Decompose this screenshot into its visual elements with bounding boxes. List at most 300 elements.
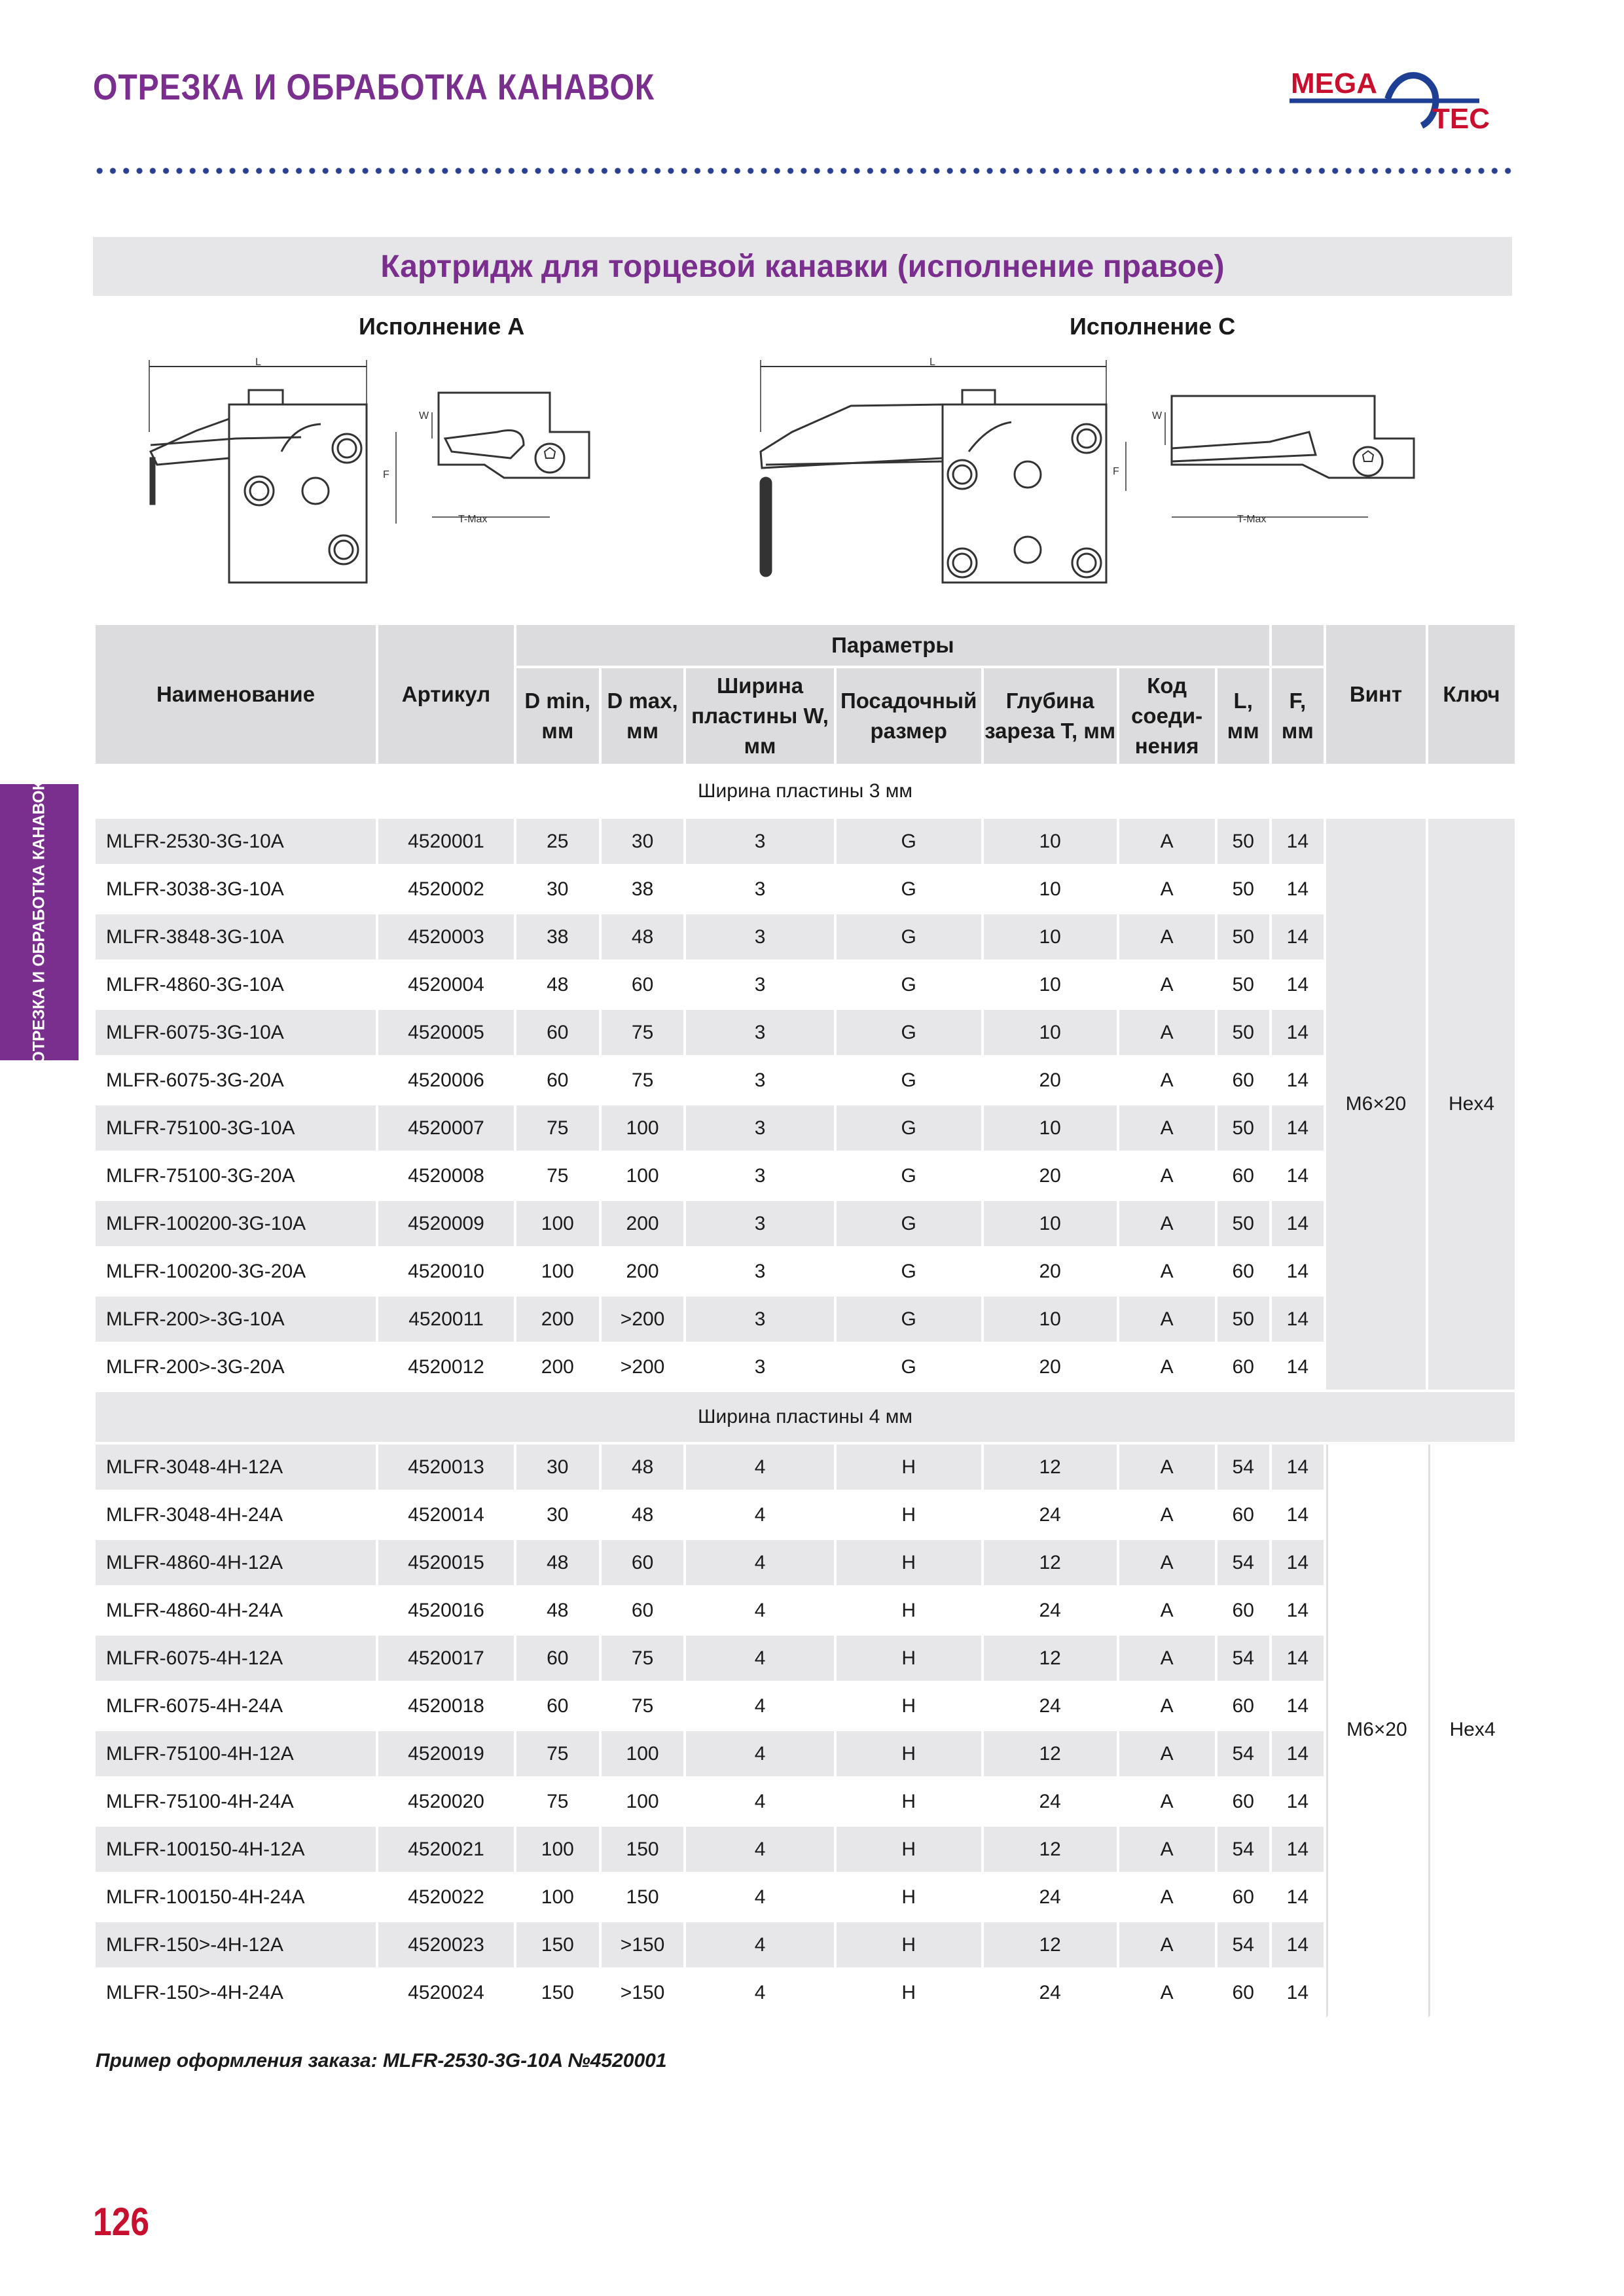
variant-a-label: Исполнение А (359, 313, 525, 340)
table-cell: 14 (1272, 1201, 1324, 1249)
variant-c-label: Исполнение С (1070, 313, 1236, 340)
table-cell: 14 (1272, 1874, 1324, 1922)
table-cell: A (1119, 1874, 1215, 1922)
table-cell: A (1119, 1636, 1215, 1683)
table-cell: 200 (516, 1344, 599, 1392)
table-cell: MLFR-4860-4H-24A (96, 1588, 376, 1636)
table-cell: 100 (602, 1105, 684, 1153)
table-cell: MLFR-3048-4H-24A (96, 1492, 376, 1540)
table-cell: G (837, 1010, 981, 1058)
table-cell: H (837, 1731, 981, 1779)
table-cell: 4520003 (378, 914, 514, 962)
table-cell: 10 (984, 1201, 1117, 1249)
header-article: Артикул (378, 625, 514, 766)
table-row (96, 1683, 1515, 1731)
table-cell: A (1119, 1588, 1215, 1636)
table-cell: 100 (602, 1779, 684, 1827)
svg-text:L: L (929, 357, 935, 368)
table-cell: 24 (984, 1970, 1117, 2018)
table-cell: 4520009 (378, 1201, 514, 1249)
table-cell: 60 (1218, 1683, 1269, 1731)
table-cell: 14 (1272, 1731, 1324, 1779)
table-cell: 50 (1218, 819, 1269, 867)
table-cell: 12 (984, 1540, 1117, 1588)
table-cell: 20 (984, 1058, 1117, 1105)
table-cell: 100 (602, 1731, 684, 1779)
section-banner (93, 237, 1512, 296)
table-cell: 14 (1272, 1297, 1324, 1344)
header-code: Код соеди-нения (1119, 668, 1215, 766)
table-cell: MLFR-75100-3G-10A (96, 1105, 376, 1153)
table-cell: 25 (516, 819, 599, 867)
table-cell: 14 (1272, 1249, 1324, 1297)
table-cell: G (837, 1153, 981, 1201)
table-cell: 60 (1218, 1344, 1269, 1392)
table-row (96, 1779, 1515, 1827)
page-title: ОТРЕЗКА И ОБРАБОТКА КАНАВОК (93, 66, 655, 107)
header-L: L, мм (1218, 668, 1269, 766)
table-cell: 60 (602, 962, 684, 1010)
table-cell: 200 (516, 1297, 599, 1344)
table-cell: A (1119, 1779, 1215, 1827)
table-cell: 54 (1218, 1540, 1269, 1588)
table-cell: 3 (686, 867, 833, 914)
table-cell: G (837, 1058, 981, 1105)
table-cell: 4520013 (378, 1444, 514, 1492)
table-cell: 3 (686, 1297, 833, 1344)
table-cell: A (1119, 1492, 1215, 1540)
table-cell: 20 (984, 1153, 1117, 1201)
table-cell: A (1119, 1444, 1215, 1492)
table-cell: MLFR-3048-4H-12A (96, 1444, 376, 1492)
table-row (96, 1827, 1515, 1874)
table-cell: A (1119, 1201, 1215, 1249)
megatec-logo (1283, 63, 1519, 135)
svg-text:T-Max: T-Max (458, 514, 488, 525)
table-row (96, 1492, 1515, 1540)
table-cell: 75 (516, 1779, 599, 1827)
key-cell: Hex4 (1428, 1444, 1515, 2018)
table-cell: H (837, 1779, 981, 1827)
side-tab (0, 780, 79, 1064)
table-cell: 200 (602, 1201, 684, 1249)
table-row (96, 1153, 1515, 1201)
table-cell: 50 (1218, 1297, 1269, 1344)
svg-text:W: W (1152, 410, 1163, 422)
table-cell: MLFR-100150-4H-12A (96, 1827, 376, 1874)
table-cell: 100 (516, 1874, 599, 1922)
table-cell: MLFR-100150-4H-24A (96, 1874, 376, 1922)
table-cell: 48 (516, 1540, 599, 1588)
table-cell: 48 (516, 1588, 599, 1636)
svg-text:F: F (383, 469, 389, 480)
table-cell: 60 (602, 1588, 684, 1636)
table-cell: 4520006 (378, 1058, 514, 1105)
table-cell: 50 (1218, 914, 1269, 962)
table-cell: 30 (602, 819, 684, 867)
table-cell: MLFR-3038-3G-10A (96, 867, 376, 914)
table-cell: 3 (686, 1344, 833, 1392)
table-cell: 14 (1272, 1683, 1324, 1731)
table-cell: 4 (686, 1683, 833, 1731)
table-cell: 12 (984, 1827, 1117, 1874)
table-row (96, 819, 1515, 867)
table-cell: 50 (1218, 962, 1269, 1010)
table-cell: 20 (984, 1344, 1117, 1392)
table-cell: 75 (602, 1058, 684, 1105)
table-cell: 3 (686, 1153, 833, 1201)
table-cell: 4 (686, 1874, 833, 1922)
table-cell: 14 (1272, 1827, 1324, 1874)
header-dmin: D min, мм (516, 668, 599, 766)
table-cell: 4 (686, 1731, 833, 1779)
table-row (96, 1105, 1515, 1153)
table-row (96, 1444, 1515, 1492)
table-cell: 100 (516, 1827, 599, 1874)
table-cell: 54 (1218, 1827, 1269, 1874)
table-cell: 4520005 (378, 1010, 514, 1058)
table-cell: MLFR-100200-3G-10A (96, 1201, 376, 1249)
table-cell: 4520001 (378, 819, 514, 867)
table-row (96, 1249, 1515, 1297)
table-cell: 14 (1272, 914, 1324, 962)
table-cell: 4 (686, 1779, 833, 1827)
table-cell: MLFR-6075-3G-20A (96, 1058, 376, 1105)
table-cell: 10 (984, 819, 1117, 867)
table-row (96, 1588, 1515, 1636)
table-cell: 4 (686, 1444, 833, 1492)
table-cell: 14 (1272, 1153, 1324, 1201)
table-cell: 60 (516, 1683, 599, 1731)
table-cell: 48 (602, 914, 684, 962)
table-row (96, 1344, 1515, 1392)
table-cell: 150 (516, 1922, 599, 1970)
table-cell: 60 (1218, 1588, 1269, 1636)
table-cell: 24 (984, 1683, 1117, 1731)
table-cell: 14 (1272, 1058, 1324, 1105)
table-cell: 4520002 (378, 867, 514, 914)
table-cell: 3 (686, 1201, 833, 1249)
table-cell: 75 (516, 1731, 599, 1779)
svg-text:L: L (255, 357, 261, 368)
table-cell: MLFR-75100-3G-20A (96, 1153, 376, 1201)
table-cell: 48 (602, 1492, 684, 1540)
table-cell: 14 (1272, 1105, 1324, 1153)
table-cell: A (1119, 962, 1215, 1010)
table-cell: 50 (1218, 1105, 1269, 1153)
table-cell: 60 (516, 1636, 599, 1683)
table-cell: 12 (984, 1922, 1117, 1970)
header-F: F, мм (1272, 668, 1324, 766)
table-cell: 10 (984, 1105, 1117, 1153)
table-row (96, 867, 1515, 914)
table-cell: 4520007 (378, 1105, 514, 1153)
table-cell: 38 (516, 914, 599, 962)
table-cell: 54 (1218, 1636, 1269, 1683)
table-cell: 14 (1272, 1922, 1324, 1970)
table-cell: 150 (602, 1874, 684, 1922)
table-cell: A (1119, 1105, 1215, 1153)
table-cell: 14 (1272, 1444, 1324, 1492)
table-cell: H (837, 1970, 981, 2018)
table-cell: 60 (1218, 1492, 1269, 1540)
header-params: Параметры (516, 625, 1269, 668)
table-cell: 4520024 (378, 1970, 514, 2018)
table-cell: 4520008 (378, 1153, 514, 1201)
table-cell: A (1119, 1249, 1215, 1297)
table-cell: 3 (686, 1010, 833, 1058)
header-width: Ширина пластины W, мм (686, 668, 833, 766)
logo-bottom-text: TEC (1432, 103, 1490, 135)
group-title: Ширина пластины 3 мм (96, 766, 1515, 819)
table-cell: >150 (602, 1922, 684, 1970)
drawing-variant-c (753, 353, 1525, 589)
table-cell: H (837, 1874, 981, 1922)
table-cell: 12 (984, 1636, 1117, 1683)
spec-table (93, 625, 1517, 2018)
header-params-blank (1272, 625, 1324, 668)
table-cell: A (1119, 1970, 1215, 2018)
dotted-divider (93, 168, 1517, 174)
table-cell: H (837, 1922, 981, 1970)
table-cell: 75 (602, 1683, 684, 1731)
table-cell: 4520018 (378, 1683, 514, 1731)
table-cell: 12 (984, 1731, 1117, 1779)
cartridge-drawing-a (131, 353, 707, 589)
table-cell: 60 (1218, 1153, 1269, 1201)
table-cell: 14 (1272, 1636, 1324, 1683)
table-cell: 4520017 (378, 1636, 514, 1683)
table-cell: 14 (1272, 1344, 1324, 1392)
table-cell: G (837, 867, 981, 914)
svg-text:W: W (419, 410, 429, 422)
table-row (96, 1010, 1515, 1058)
header-name: Наименование (96, 625, 376, 766)
table-row (96, 962, 1515, 1010)
table-cell: 14 (1272, 1588, 1324, 1636)
table-cell: 4520012 (378, 1344, 514, 1392)
table-row (96, 1922, 1515, 1970)
table-cell: MLFR-6075-4H-12A (96, 1636, 376, 1683)
table-row (96, 1058, 1515, 1105)
table-cell: 24 (984, 1874, 1117, 1922)
table-cell: 24 (984, 1492, 1117, 1540)
table-cell: 20 (984, 1249, 1117, 1297)
header-seat: Посадочный размер (837, 668, 981, 766)
side-tab-label: ОТРЕЗКА И ОБРАБОТКА КАНАВОК (29, 780, 48, 1064)
table-cell: 4520019 (378, 1731, 514, 1779)
table-cell: A (1119, 1922, 1215, 1970)
table-cell: A (1119, 1344, 1215, 1392)
table-cell: A (1119, 1153, 1215, 1201)
table-row (96, 1201, 1515, 1249)
table-cell: A (1119, 819, 1215, 867)
table-cell: MLFR-6075-3G-10A (96, 1010, 376, 1058)
key-cell: Hex4 (1428, 819, 1515, 1392)
screw-cell: M6×20 (1326, 819, 1426, 1392)
table-cell: 4 (686, 1970, 833, 2018)
svg-text:T-Max: T-Max (1237, 514, 1267, 525)
table-cell: 200 (602, 1249, 684, 1297)
table-cell: A (1119, 1827, 1215, 1874)
table-row (96, 1636, 1515, 1683)
table-cell: G (837, 1297, 981, 1344)
table-cell: 75 (602, 1010, 684, 1058)
table-cell: 10 (984, 914, 1117, 962)
table-cell: 54 (1218, 1922, 1269, 1970)
table-cell: 3 (686, 914, 833, 962)
table-cell: 4520022 (378, 1874, 514, 1922)
table-row (96, 1970, 1515, 2018)
table-cell: G (837, 914, 981, 962)
screw-cell: M6×20 (1326, 1444, 1426, 2018)
table-cell: 100 (516, 1249, 599, 1297)
header-key: Ключ (1428, 625, 1515, 766)
table-cell: G (837, 819, 981, 867)
table-cell: MLFR-75100-4H-12A (96, 1731, 376, 1779)
table-cell: 10 (984, 1297, 1117, 1344)
svg-text:F: F (1113, 466, 1119, 477)
table-cell: H (837, 1827, 981, 1874)
table-cell: G (837, 962, 981, 1010)
table-cell: A (1119, 867, 1215, 914)
table-cell: 75 (516, 1153, 599, 1201)
table-cell: 50 (1218, 1010, 1269, 1058)
table-cell: 150 (516, 1970, 599, 2018)
header-depth: Глубина зареза T, мм (984, 668, 1117, 766)
table-cell: 100 (602, 1153, 684, 1201)
table-cell: 3 (686, 819, 833, 867)
table-cell: MLFR-6075-4H-24A (96, 1683, 376, 1731)
table-cell: 4520010 (378, 1249, 514, 1297)
table-cell: 10 (984, 962, 1117, 1010)
table-cell: 4 (686, 1827, 833, 1874)
table-cell: 60 (1218, 1249, 1269, 1297)
table-cell: 4 (686, 1492, 833, 1540)
table-cell: 60 (1218, 1058, 1269, 1105)
table-cell: H (837, 1540, 981, 1588)
table-cell: 12 (984, 1444, 1117, 1492)
table-cell: 3 (686, 1058, 833, 1105)
table-cell: 60 (516, 1058, 599, 1105)
table-cell: 14 (1272, 867, 1324, 914)
table-cell: A (1119, 1731, 1215, 1779)
table-cell: >200 (602, 1297, 684, 1344)
table-cell: 24 (984, 1779, 1117, 1827)
table-cell: 100 (516, 1201, 599, 1249)
table-cell: 24 (984, 1588, 1117, 1636)
table-cell: 3 (686, 1249, 833, 1297)
table-cell: MLFR-2530-3G-10A (96, 819, 376, 867)
table-cell: 75 (602, 1636, 684, 1683)
table-body (96, 766, 1515, 2018)
table-cell: 4520015 (378, 1540, 514, 1588)
table-cell: 38 (602, 867, 684, 914)
table-cell: 10 (984, 867, 1117, 914)
table-cell: 4520021 (378, 1827, 514, 1874)
table-cell: MLFR-200>-3G-10A (96, 1297, 376, 1344)
drawing-variant-a (131, 353, 707, 589)
table-cell: A (1119, 1683, 1215, 1731)
table-cell: 3 (686, 1105, 833, 1153)
table-cell: 30 (516, 1444, 599, 1492)
table-cell: 150 (602, 1827, 684, 1874)
table-cell: 48 (602, 1444, 684, 1492)
table-cell: 14 (1272, 1779, 1324, 1827)
table-cell: H (837, 1683, 981, 1731)
table-cell: MLFR-3848-3G-10A (96, 914, 376, 962)
section-title: Картридж для торцевой канавки (исполнение правое) (380, 249, 1225, 284)
table-cell: >150 (602, 1970, 684, 2018)
table-row (96, 1874, 1515, 1922)
table-cell: 48 (516, 962, 599, 1010)
table-row (96, 1731, 1515, 1779)
table-cell: G (837, 1201, 981, 1249)
table-row (96, 914, 1515, 962)
table-cell: 4 (686, 1636, 833, 1683)
table-cell: MLFR-150>-4H-12A (96, 1922, 376, 1970)
table-cell: A (1119, 914, 1215, 962)
table-cell: 4520016 (378, 1588, 514, 1636)
table-row (96, 1297, 1515, 1344)
table-cell: MLFR-150>-4H-24A (96, 1970, 376, 2018)
table-cell: G (837, 1249, 981, 1297)
table-cell: 54 (1218, 1444, 1269, 1492)
table-cell: A (1119, 1010, 1215, 1058)
header-dmax: D max, мм (602, 668, 684, 766)
table-cell: 60 (602, 1540, 684, 1588)
table-cell: 14 (1272, 1010, 1324, 1058)
table-cell: A (1119, 1058, 1215, 1105)
table-cell: MLFR-4860-4H-12A (96, 1540, 376, 1588)
table-cell: H (837, 1636, 981, 1683)
table-cell: 60 (1218, 1874, 1269, 1922)
table-cell: MLFR-4860-3G-10A (96, 962, 376, 1010)
table-cell: 4520014 (378, 1492, 514, 1540)
table-cell: 4 (686, 1588, 833, 1636)
table-cell: 60 (1218, 1779, 1269, 1827)
table-cell: 3 (686, 962, 833, 1010)
table-cell: 4520020 (378, 1779, 514, 1827)
table-cell: G (837, 1344, 981, 1392)
table-cell: 30 (516, 867, 599, 914)
table-cell: 4 (686, 1540, 833, 1588)
table-cell: MLFR-200>-3G-20A (96, 1344, 376, 1392)
group-title: Ширина пластины 4 мм (96, 1392, 1515, 1444)
table-cell: 14 (1272, 1492, 1324, 1540)
logo-top-text: MEGA (1291, 67, 1377, 99)
order-example: Пример оформления заказа: MLFR-2530-3G-10A №4520001 (96, 2050, 667, 2072)
table-cell: 14 (1272, 819, 1324, 867)
page-number: 126 (93, 2200, 150, 2244)
table-cell: H (837, 1588, 981, 1636)
table-cell: MLFR-100200-3G-20A (96, 1249, 376, 1297)
table-cell: 60 (1218, 1970, 1269, 2018)
table-cell: A (1119, 1297, 1215, 1344)
table-cell: >200 (602, 1344, 684, 1392)
table-cell: H (837, 1492, 981, 1540)
table-cell: 4 (686, 1922, 833, 1970)
logo-graphic (1283, 63, 1519, 135)
table-cell: 30 (516, 1492, 599, 1540)
table-cell: 14 (1272, 1970, 1324, 2018)
table-cell: 50 (1218, 1201, 1269, 1249)
table-row (96, 1540, 1515, 1588)
cartridge-drawing-c (753, 353, 1525, 589)
table-cell: 4520011 (378, 1297, 514, 1344)
table-cell: 10 (984, 1010, 1117, 1058)
table-cell: 4520023 (378, 1922, 514, 1970)
